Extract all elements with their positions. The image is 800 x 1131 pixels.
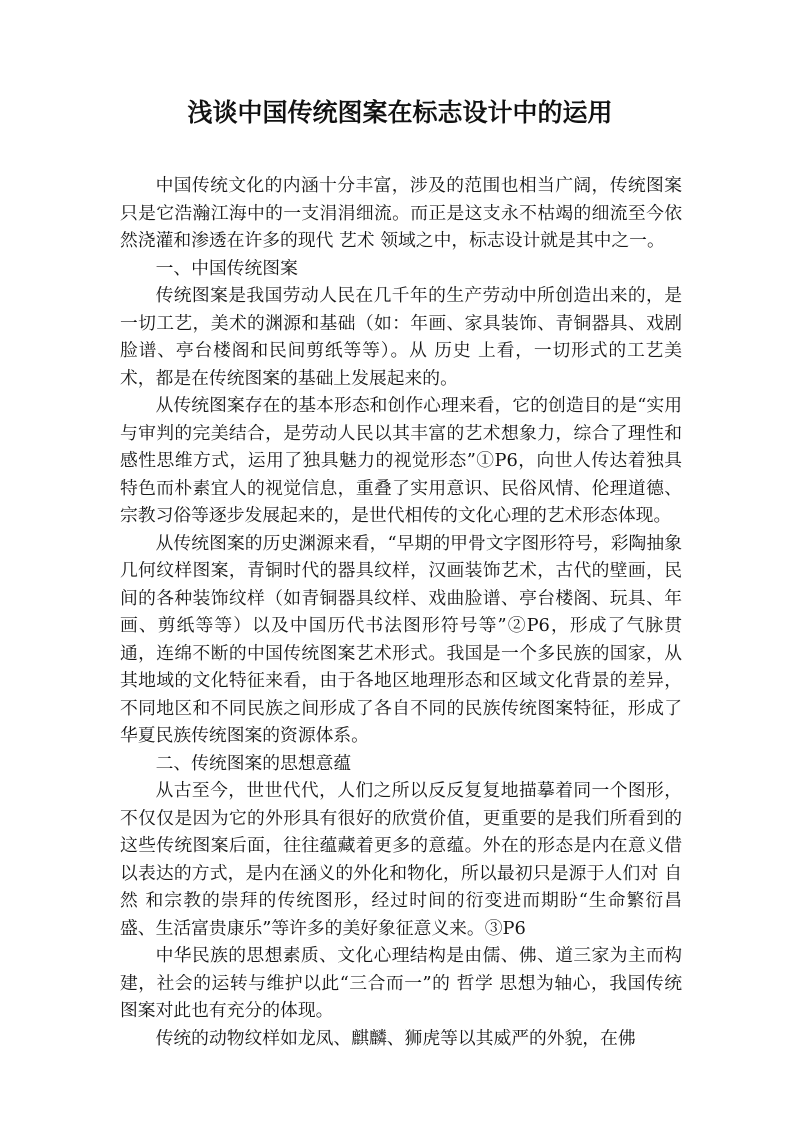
document-body [120, 172, 682, 1052]
paragraph-intro: 中国传统文化的内涵十分丰富，涉及的范围也相当广阔，传统图案只是它浩瀚江海中的一支涓涓细流。而正是这支永不枯竭的细流至今依然浇灌和渗透在许多的现代 艺术 领域之中，标志设计就是其中之一。 [120, 175, 682, 251]
document-title: 浅谈中国传统图案在标志设计中的运用 [187, 98, 613, 127]
paragraph: 从古至今，世世代代，人们之所以反反复复地描摹着同一个图形，不仅仅是因为它的外形具有很好的欣赏价值，更重要的是我们所看到的这些传统图案后面，往往蕴藏着更多的意蕴。外在的形态是内在意义借以表达的方式，是内在涵义的外化和物化，所以最初只是源于人们对 自然 和宗教的崇拜的传统图形，经过时间的衍变进而期盼“生命繁衍昌盛、生活富贵康乐”等许多的美好象征意义来。③P6 [120, 780, 682, 939]
paragraph: 传统图案是我国劳动人民在几千年的生产劳动中所创造出来的，是一切工艺，美术的渊源和基础（如：年画、家具装饰、青铜器具、戏剧脸谱、亭台楼阁和民间剪纸等等）。从 历史 上看，一切形式的工艺美术，都是在传统图案的基础上发展起来的。 [120, 285, 682, 389]
paragraph: 从传统图案存在的基本形态和创作心理来看，它的创造目的是“实用与审判的完美结合，是劳动人民以其丰富的艺术想象力，综合了理性和感性思维方式，运用了独具魅力的视觉形态”①P6，向世人传达着独具特色而朴素宜人的视觉信息，重叠了实用意识、民俗风情、伦理道德、宗教习俗等逐步发展起来的，是世代相传的文化心理的艺术形态体现。 [120, 395, 682, 526]
paragraph: 从传统图案的历史渊源来看，“早期的甲骨文字图形符号，彩陶抽象几何纹样图案，青铜时代的器具纹样，汉画装饰艺术，古代的壁画，民间的各种装饰纹样（如青铜器具纹样、戏曲脸谱、亭台楼阁、玩具、年画、剪纸等等）以及中国历代书法图形符号等”②P6，形成了气脉贯通，连绵不断的中国传统图案艺术形式。我国是一个多民族的国家，从其地域的文化特征来看，由于各地区地理形态和区域文化背景的差异，不同地区和不同民族之间形成了各自不同的民族传统图案特征，形成了华夏民族传统图案的资源体系。 [120, 532, 682, 746]
section-heading-2: 二、传统图案的思想意蕴 [155, 752, 352, 774]
section-heading-1: 一、中国传统图案 [155, 257, 298, 279]
paragraph: 传统的动物纹样如龙凤、麒麟、狮虎等以其威严的外貌，在佛 [155, 1027, 636, 1049]
paragraph: 中华民族的思想素质、文化心理结构是由儒、佛、道三家为主而构建，社会的运转与维护以此“三合而一”的 哲学 思想为轴心，我国传统图案对此也有充分的体现。 [120, 945, 682, 1021]
